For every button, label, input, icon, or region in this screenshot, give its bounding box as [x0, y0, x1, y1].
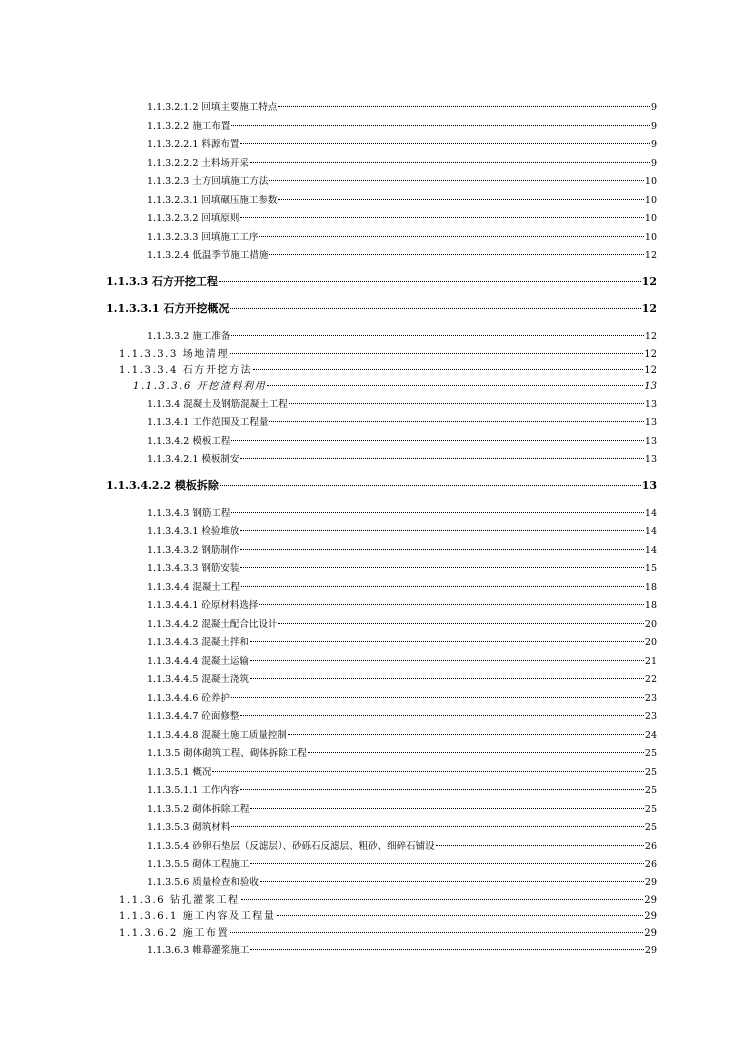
- page-number: 9: [650, 158, 657, 169]
- toc-entry[interactable]: 1.1.3.2.3.1 回填碾压施工参数 10: [147, 195, 657, 206]
- dot-leader: [220, 485, 641, 486]
- page-number: 12: [641, 302, 657, 315]
- dot-leader: [230, 353, 643, 354]
- dot-leader: [250, 678, 644, 679]
- toc-entry[interactable]: 1.1.3.4.2 模板工程 13: [147, 436, 657, 447]
- page-number: 13: [644, 381, 657, 392]
- page-number: 22: [644, 674, 657, 685]
- page-number: 29: [644, 945, 657, 956]
- dot-leader: [278, 106, 650, 107]
- dot-leader: [253, 369, 643, 370]
- page-number: 29: [644, 895, 657, 906]
- page-number: 26: [644, 841, 657, 852]
- dot-leader: [269, 180, 644, 181]
- page-number: 20: [644, 619, 657, 630]
- toc-entry[interactable]: 1.1.3.5.4 砂卵石垫层（反滤层）、砂砾石反滤层、粗砂、细碎石铺设 26: [147, 841, 657, 852]
- page-number: 29: [644, 911, 657, 922]
- dot-leader: [240, 789, 644, 790]
- dot-leader: [250, 863, 644, 864]
- page-number: 23: [644, 711, 657, 722]
- page-number: 21: [644, 656, 657, 667]
- page-number: 10: [644, 176, 657, 187]
- toc-entry[interactable]: 1.1.3.2.2 施工布置 9: [147, 121, 657, 132]
- dot-leader: [250, 162, 650, 163]
- page-number: 12: [641, 275, 657, 288]
- dot-leader: [436, 845, 644, 846]
- page-number: 29: [644, 877, 657, 888]
- dot-leader: [212, 771, 644, 772]
- toc-entry[interactable]: 1.1.3.3.6 开挖渣料利用 13: [133, 381, 657, 392]
- page-number: 13: [644, 454, 657, 465]
- toc-entry[interactable]: 1.1.3.5.1.1 工作内容 25: [147, 785, 657, 796]
- toc-entry[interactable]: 1.1.3.2.2.2 土料场开采 9: [147, 158, 657, 169]
- dot-leader: [240, 143, 650, 144]
- toc-entry[interactable]: 1.1.3.2.1.2 回填主要施工特点 9: [147, 102, 657, 113]
- page-number: 12: [644, 250, 657, 261]
- toc-entry[interactable]: 1.1.3.5.6 质量检查和验收 29: [147, 877, 657, 888]
- toc-entry[interactable]: 1.1.3.6 钻孔灌浆工程 29: [119, 895, 657, 906]
- toc-entry[interactable]: 1.1.3.4.4.2 混凝土配合比设计 20: [147, 619, 657, 630]
- toc-entry[interactable]: 1.1.3.6.2 施工布置 29: [119, 928, 657, 939]
- toc-entry[interactable]: 1.1.3.4 混凝土及钢筋混凝土工程 13: [147, 399, 657, 410]
- toc-entry[interactable]: 1.1.3.4.2.1 模板制安 13: [147, 454, 657, 465]
- dot-leader: [277, 915, 644, 916]
- page-number: 12: [644, 349, 657, 360]
- toc-entry[interactable]: 1.1.3.5.3 砌筑材料 25: [147, 822, 657, 833]
- dot-leader: [231, 512, 644, 513]
- dot-leader: [250, 808, 644, 809]
- dot-leader: [241, 899, 644, 900]
- dot-leader: [219, 281, 641, 282]
- dot-leader: [259, 236, 644, 237]
- toc-entry[interactable]: 1.1.3.6.3 帷幕灌浆施工 29: [147, 945, 657, 956]
- toc-entry[interactable]: 1.1.3.4.4.6 砼养护 23: [147, 693, 657, 704]
- page-number: 14: [644, 526, 657, 537]
- page-number: 13: [644, 399, 657, 410]
- page-number: 13: [644, 436, 657, 447]
- page-number: 14: [644, 545, 657, 556]
- toc-entry[interactable]: 1.1.3.3.2 施工准备 12: [147, 331, 657, 342]
- page-number: 14: [644, 508, 657, 519]
- dot-leader: [231, 440, 644, 441]
- page-number: 12: [644, 331, 657, 342]
- page-number: 26: [644, 859, 657, 870]
- dot-leader: [250, 660, 644, 661]
- page-number: 15: [644, 563, 657, 574]
- page-number: 25: [644, 748, 657, 759]
- toc-entry[interactable]: 1.1.3.4.1 工作范围及工程量 13: [147, 417, 657, 428]
- dot-leader: [240, 567, 644, 568]
- page-number: 12: [644, 365, 657, 376]
- toc-entry[interactable]: 1.1.3.4.4.7 砼面修整 23: [147, 711, 657, 722]
- toc-entry[interactable]: 1.1.3.6.1 施工内容及工程量 29: [119, 911, 657, 922]
- dot-leader: [308, 752, 644, 753]
- page-number: 10: [644, 232, 657, 243]
- dot-leader: [231, 697, 644, 698]
- page-number: 13: [644, 417, 657, 428]
- dot-leader: [240, 530, 644, 531]
- page-number: 24: [644, 730, 657, 741]
- dot-leader: [278, 199, 644, 200]
- dot-leader: [230, 308, 640, 309]
- dot-leader: [250, 641, 644, 642]
- page-number: 23: [644, 693, 657, 704]
- toc-entry-heading[interactable]: 1.1.3.3 石方开挖工程 12: [106, 275, 657, 288]
- page-number: 9: [650, 102, 657, 113]
- page-number: 9: [650, 139, 657, 150]
- dot-leader: [269, 254, 644, 255]
- page-number: 18: [644, 600, 657, 611]
- toc-entry[interactable]: 1.1.3.4.4.1 砼原材料选择 18: [147, 600, 657, 611]
- dot-leader: [289, 403, 644, 404]
- dot-leader: [278, 623, 644, 624]
- toc-entry[interactable]: 1.1.3.3.3 场地清理 12: [119, 349, 657, 360]
- toc-entry[interactable]: 1.1.3.4.3.2 钢筋制作 14: [147, 545, 657, 556]
- page-number: 13: [641, 479, 657, 492]
- toc-entry[interactable]: 1.1.3.3.4 石方开挖方法 12: [119, 365, 657, 376]
- toc-entry[interactable]: 1.1.3.2.2.1 料源布置 9: [147, 139, 657, 150]
- toc-entry[interactable]: 1.1.3.2.3 土方回填施工方法 10: [147, 176, 657, 187]
- dot-leader: [250, 949, 644, 950]
- dot-leader: [240, 217, 644, 218]
- dot-leader: [240, 715, 644, 716]
- dot-leader: [231, 826, 644, 827]
- page-number: 25: [644, 767, 657, 778]
- toc-entry-heading[interactable]: 1.1.3.4.2.2 模板拆除 13: [106, 479, 657, 492]
- page-number: 25: [644, 785, 657, 796]
- toc-entry[interactable]: 1.1.3.5.5 砌体工程施工 26: [147, 859, 657, 870]
- page-number: 20: [644, 637, 657, 648]
- dot-leader: [240, 549, 644, 550]
- page-number: 29: [644, 928, 657, 939]
- dot-leader: [231, 125, 650, 126]
- page-number: 25: [644, 822, 657, 833]
- page-number: 10: [644, 213, 657, 224]
- toc-entry[interactable]: 1.1.3.5.1 概况 25: [147, 767, 657, 778]
- toc-entry[interactable]: 1.1.3.4.4 混凝土工程 18: [147, 582, 657, 593]
- toc-entry[interactable]: 1.1.3.2.4 低温季节施工措施 12: [147, 250, 657, 261]
- toc-entry[interactable]: 1.1.3.4.4.5 混凝土浇筑 22: [147, 674, 657, 685]
- toc-entry[interactable]: 1.1.3.4.4.4 混凝土运输 21: [147, 656, 657, 667]
- page-number: 18: [644, 582, 657, 593]
- toc-entry-heading[interactable]: 1.1.3.3.1 石方开挖概况 12: [106, 302, 657, 315]
- toc-entry[interactable]: 1.1.3.4.3.1 检验堆放 14: [147, 526, 657, 537]
- dot-leader: [240, 458, 644, 459]
- toc-entry[interactable]: 1.1.3.4.4.8 混凝土施工质量控制 24: [147, 730, 657, 741]
- page-number: 25: [644, 804, 657, 815]
- dot-leader: [231, 335, 644, 336]
- toc-entry[interactable]: 1.1.3.4.4.3 混凝土拌和 20: [147, 637, 657, 648]
- toc-entry[interactable]: 1.1.3.5.2 砌体拆除工程 25: [147, 804, 657, 815]
- toc-entry[interactable]: 1.1.3.4.3 钢筋工程 14: [147, 508, 657, 519]
- dot-leader: [241, 586, 644, 587]
- dot-leader: [230, 932, 643, 933]
- dot-leader: [259, 604, 644, 605]
- page-number: 9: [650, 121, 657, 132]
- toc-entry[interactable]: 1.1.3.2.3.2 回填原则 10: [147, 213, 657, 224]
- dot-leader: [288, 734, 644, 735]
- dot-leader: [269, 421, 644, 422]
- toc-entry[interactable]: 1.1.3.2.3.3 回填施工工序 10: [147, 232, 657, 243]
- toc-entry[interactable]: 1.1.3.5 砌体砌筑工程、砌体拆除工程 25: [147, 748, 657, 759]
- toc-entry[interactable]: 1.1.3.4.3.3 钢筋安装 15: [147, 563, 657, 574]
- dot-leader: [260, 881, 644, 882]
- dot-leader: [267, 385, 643, 386]
- page-number: 10: [644, 195, 657, 206]
